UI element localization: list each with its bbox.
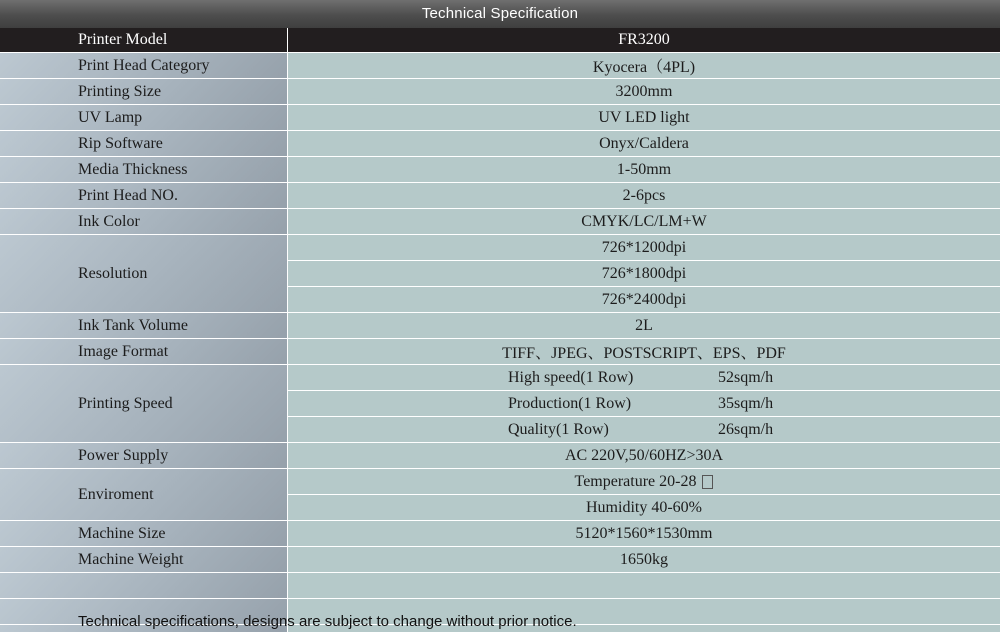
ink-color-label: Ink Color bbox=[0, 209, 288, 234]
environment-label: Enviroment bbox=[0, 469, 288, 520]
speed-mode-production: Production(1 Row) bbox=[508, 394, 632, 412]
speed-mode-quality: Quality(1 Row) bbox=[508, 420, 609, 438]
printing-speed-label: Printing Speed bbox=[0, 365, 288, 442]
print-head-category-value: Kyocera（4PL) bbox=[288, 53, 1000, 78]
spec-table bbox=[0, 28, 1000, 609]
ink-tank-volume-label: Ink Tank Volume bbox=[0, 313, 288, 338]
spec-title: Technical Specification bbox=[0, 0, 1000, 28]
print-head-no-value: 2-6pcs bbox=[288, 183, 1000, 208]
uv-lamp-label: UV Lamp bbox=[0, 105, 288, 130]
print-head-category-label: Print Head Category bbox=[0, 53, 288, 78]
speed-mode-high: High speed(1 Row) bbox=[508, 368, 634, 386]
printing-size-value: 3200mm bbox=[288, 79, 1000, 104]
speed-rate-quality: 26sqm/h bbox=[718, 420, 774, 438]
header-value: FR3200 bbox=[288, 28, 1000, 52]
resolution-value-2: 726*1800dpi bbox=[288, 261, 1000, 286]
printing-speed-row-1 bbox=[288, 365, 1000, 390]
speed-rate-production: 35sqm/h bbox=[718, 394, 774, 412]
resolution-label: Resolution bbox=[0, 235, 288, 312]
machine-weight-value: 1650kg bbox=[288, 547, 1000, 572]
machine-weight-label: Machine Weight bbox=[0, 547, 288, 572]
ink-tank-volume-value: 2L bbox=[288, 313, 1000, 338]
footnote: Technical specifications, designs are subject to change without prior notice. bbox=[78, 613, 577, 630]
temperature-text: Temperature 20-28 bbox=[574, 472, 697, 490]
printing-speed-row-2 bbox=[288, 391, 1000, 416]
power-supply-value: AC 220V,50/60HZ>30A bbox=[288, 443, 1000, 468]
printing-speed-row-3 bbox=[288, 417, 1000, 442]
power-supply-label: Power Supply bbox=[0, 443, 288, 468]
machine-size-value: 5120*1560*1530mm bbox=[288, 521, 1000, 546]
header-label: Printer Model bbox=[0, 28, 288, 52]
resolution-value-3: 726*2400dpi bbox=[288, 287, 1000, 312]
image-format-label: Image Format bbox=[0, 339, 288, 364]
image-format-value: TIFF、JPEG、POSTSCRIPT、EPS、PDF bbox=[288, 339, 1000, 364]
environment-humidity: Humidity 40-60% bbox=[288, 495, 1000, 520]
environment-temperature bbox=[288, 469, 1000, 494]
media-thickness-label: Media Thickness bbox=[0, 157, 288, 182]
ink-color-value: CMYK/LC/LM+W bbox=[288, 209, 1000, 234]
resolution-value-1: 726*1200dpi bbox=[288, 235, 1000, 260]
rip-software-value: Onyx/Caldera bbox=[288, 131, 1000, 156]
print-head-no-label: Print Head NO. bbox=[0, 183, 288, 208]
empty-row-value bbox=[288, 573, 1000, 598]
printing-size-label: Printing Size bbox=[0, 79, 288, 104]
missing-glyph-icon bbox=[702, 475, 713, 489]
machine-size-label: Machine Size bbox=[0, 521, 288, 546]
empty-row-label bbox=[0, 573, 288, 598]
speed-rate-high: 52sqm/h bbox=[718, 368, 774, 386]
uv-lamp-value: UV LED light bbox=[288, 105, 1000, 130]
rip-software-label: Rip Software bbox=[0, 131, 288, 156]
media-thickness-value: 1-50mm bbox=[288, 157, 1000, 182]
